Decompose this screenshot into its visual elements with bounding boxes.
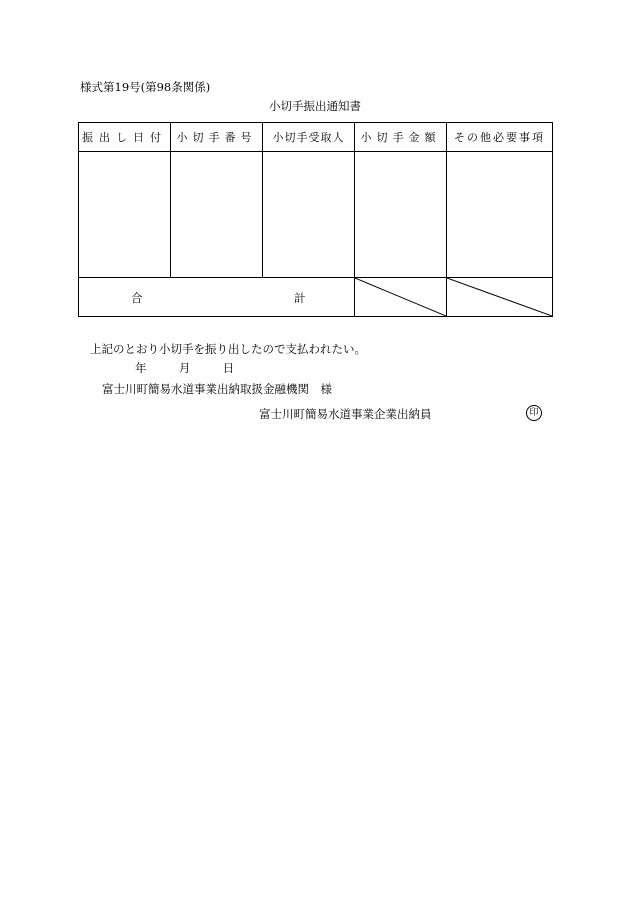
issuer: 富士川町簡易水道事業企業出納員 — [259, 407, 432, 421]
diagonal-strike — [447, 278, 552, 316]
payment-notice: 上記のとおり小切手を振り出したので支払われたい。 — [90, 342, 366, 356]
date-day: 日 — [222, 361, 235, 375]
date-line — [135, 360, 234, 376]
total-label-cell — [79, 278, 355, 317]
date-year: 年 — [135, 361, 147, 375]
table-total-row — [79, 278, 553, 317]
date-month: 月 — [178, 361, 191, 375]
total-other-cell-struck — [447, 278, 553, 317]
check-issue-table — [78, 122, 553, 317]
column-header-check-number: 小切手番号 — [171, 123, 263, 152]
addressee: 富士川町簡易水道事業出納取扱金融機関 様 — [102, 382, 332, 396]
table — [78, 122, 553, 317]
cell-amount — [355, 152, 447, 278]
column-header-issue-date: 振出し日付 — [79, 123, 171, 152]
column-header-other-items: その他必要事項 — [447, 123, 553, 152]
seal-mark: 印 — [526, 405, 542, 421]
total-label-second: 計 — [294, 291, 306, 305]
total-amount-cell-struck — [355, 278, 447, 317]
column-header-amount: 小切手金額 — [355, 123, 447, 152]
form-number: 様式第19号(第98条関係) — [80, 80, 211, 94]
diagonal-strike — [355, 278, 446, 316]
column-header-payee: 小切手受取人 — [263, 123, 355, 152]
document-title: 小切手振出通知書 — [269, 99, 361, 113]
cell-other-items — [447, 152, 553, 278]
cell-check-number — [171, 152, 263, 278]
total-label-first: 合 — [131, 291, 143, 305]
cell-payee — [263, 152, 355, 278]
table-header-row — [79, 123, 553, 152]
cell-issue-date — [79, 152, 171, 278]
table-entry-row — [79, 152, 553, 278]
